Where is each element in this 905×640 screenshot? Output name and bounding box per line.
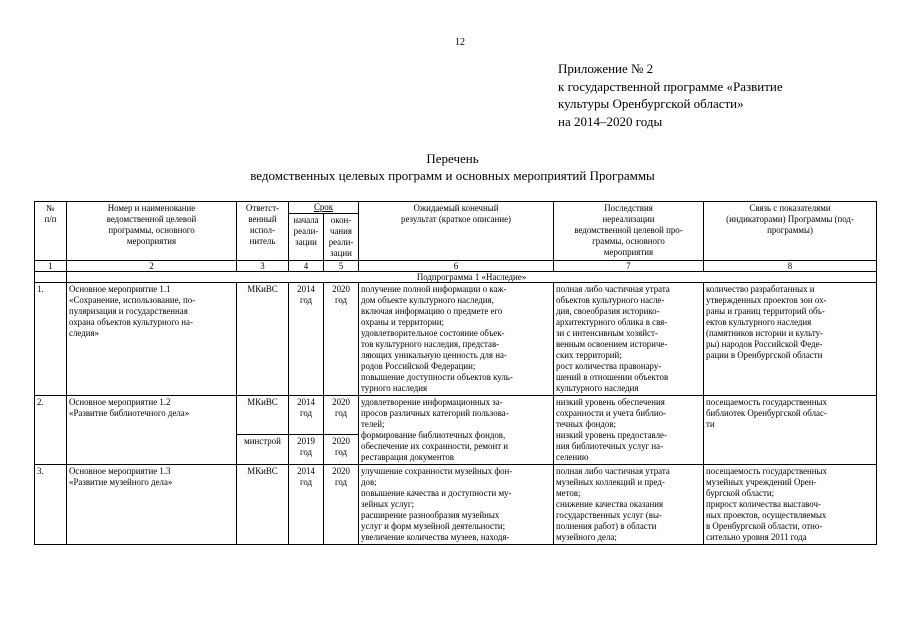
cell-line: реали- <box>328 237 354 247</box>
cell-line: мероприятия <box>126 236 177 246</box>
cell-line: ры) народов Российской Феде- <box>706 339 823 349</box>
row-name <box>67 396 237 465</box>
cell-line: рации в Оренбургской области <box>706 350 823 360</box>
cell-line: музейных коллекций и пред- <box>556 477 665 487</box>
cell-line: телей; <box>361 419 385 429</box>
cell-line: услуг и форм музейной деятельности; <box>361 521 506 531</box>
subprogram-title: Подпрограмма 1 «Наследие» <box>67 272 877 283</box>
cell-line: рост количества правонару- <box>556 361 662 371</box>
appendix-line: к государственной программе «Развитие <box>558 78 783 94</box>
cell-line: 2014 <box>297 397 315 407</box>
cell-line: венным освоением историче- <box>556 339 668 349</box>
appendix-header <box>558 60 783 130</box>
cell-line: государственных услуг (вы- <box>556 510 662 520</box>
cell-line: охрана объектов культурного на- <box>69 317 193 327</box>
row-name <box>67 465 237 545</box>
cell-line: улучшение сохранности музейных фон- <box>361 466 513 476</box>
header-num <box>35 202 67 261</box>
row-responsible: МКиВС <box>237 396 289 435</box>
cell-line: удовлетворение информационных за- <box>361 397 503 407</box>
cell-line: окон- <box>330 215 352 225</box>
subprogram-row <box>35 272 877 283</box>
cell-line: ти <box>706 419 715 429</box>
column-number: 2 <box>67 261 237 272</box>
cell-line: «Развитие музейного дела» <box>69 477 173 487</box>
row-start <box>289 283 324 396</box>
cell-line: библиотек Оренбургской облас- <box>706 408 827 418</box>
cell-line: полная либо частичная утрата <box>556 466 670 476</box>
cell-line: утвержденных проектов зон ох- <box>706 295 827 305</box>
row-responsible: МКиВС <box>237 465 289 545</box>
cell-line: сительно уровня 2011 года <box>706 532 807 542</box>
cell-line: музейных учреждений Орен- <box>706 477 817 487</box>
row-end <box>324 283 359 396</box>
table-row <box>35 465 877 545</box>
cell-line: культурного наследия <box>556 383 639 393</box>
cell-line: мероприятия <box>603 247 654 257</box>
header-link <box>704 202 877 261</box>
column-number: 8 <box>704 261 877 272</box>
cell-line: Основное мероприятие 1.1 <box>69 284 171 294</box>
cell-line: повышение доступности объектов куль- <box>361 372 513 382</box>
cell-line: год <box>334 408 348 418</box>
header-row <box>35 202 877 214</box>
cell-line: 2019 <box>297 436 315 446</box>
cell-line: повышение качества и доступности му- <box>361 488 512 498</box>
subprogram-blank <box>35 272 67 283</box>
row-result <box>359 465 554 545</box>
cell-line: зейных услуг; <box>361 499 414 509</box>
row-link <box>704 283 877 396</box>
cell-line: включая информацию о предмете его <box>361 306 503 316</box>
title-line: ведомственных целевых программ и основных мероприятий Программы <box>250 167 655 183</box>
cell-line: (индикаторами) Программы (под- <box>726 214 854 224</box>
cell-line: музейного дела; <box>556 532 617 542</box>
column-numbers-row <box>35 261 877 272</box>
cell-line: Ожидаемый конечный <box>413 203 499 213</box>
cell-line: Последствия <box>604 203 653 213</box>
row-number: 1. <box>35 283 67 396</box>
column-number: 1 <box>35 261 67 272</box>
cell-line: архитектурного облика в свя- <box>556 317 668 327</box>
cell-line: реали- <box>293 226 319 236</box>
cell-line: год <box>334 447 348 457</box>
cell-line: зации <box>330 248 352 258</box>
row-result <box>359 396 554 465</box>
programs-table <box>34 201 877 545</box>
cell-line: 2014 <box>297 466 315 476</box>
cell-line: зации <box>295 237 317 247</box>
cell-line: пуляризация и государственная <box>69 306 188 316</box>
cell-line: турного наследия <box>361 383 428 393</box>
cell-line: ния библиотечных услуг на- <box>556 441 664 451</box>
cell-line: Основное мероприятие 1.3 <box>69 466 171 476</box>
row-link <box>704 465 877 545</box>
cell-line: 2020 <box>332 284 350 294</box>
cell-line: охраны и территории; <box>361 317 444 327</box>
cell-line: полнения работ) в области <box>556 521 657 531</box>
cell-line: посещаемость государственных <box>706 466 827 476</box>
table-row <box>35 283 877 396</box>
cell-line: удовлетворительное состояние объек- <box>361 328 505 338</box>
cell-line: снижение качества оказания <box>556 499 664 509</box>
cell-line: увеличение количества музеев, находя- <box>361 532 510 542</box>
header-term: Срок <box>289 202 359 214</box>
header-end <box>324 214 359 261</box>
cell-line: Номер и наименование <box>107 203 196 213</box>
cell-line: ских территорий; <box>556 350 622 360</box>
cell-line: нитель <box>249 236 276 246</box>
cell-line: венный <box>248 214 277 224</box>
row-end-2 <box>324 435 359 465</box>
cell-line: ведомственной целевой про- <box>574 225 683 235</box>
cell-line: полная либо частичная утрата <box>556 284 670 294</box>
row-consequences <box>554 465 704 545</box>
row-responsible: МКиВС <box>237 283 289 396</box>
cell-line: начала <box>293 215 319 225</box>
cell-line: метов; <box>556 488 581 498</box>
cell-line: год <box>299 477 313 487</box>
cell-line: программы, основного <box>108 225 195 235</box>
column-number: 5 <box>324 261 359 272</box>
cell-line: чания <box>330 226 352 236</box>
cell-line: год <box>299 447 313 457</box>
cell-line: формирование библиотечных фондов, <box>361 430 506 440</box>
cell-line: тов культурного наследия, представ- <box>361 339 500 349</box>
appendix-line: на 2014–2020 годы <box>558 113 663 129</box>
row-end <box>324 465 359 545</box>
cell-line: дия, своеобразия историко- <box>556 306 660 316</box>
table-row <box>35 396 877 435</box>
cell-line: год <box>299 295 313 305</box>
cell-line: ведомственной целевой <box>106 214 197 224</box>
cell-line: течных фондов; <box>556 419 616 429</box>
cell-line: ных проектов, осуществляемых <box>706 510 827 520</box>
cell-line: в Оренбургской области, отно- <box>706 521 823 531</box>
column-number: 4 <box>289 261 324 272</box>
cell-line: Основное мероприятие 1.2 <box>69 397 171 407</box>
cell-line: 2020 <box>332 397 350 407</box>
cell-line: сохранности и учета библио- <box>556 408 667 418</box>
cell-line: реставрация документов <box>361 452 454 462</box>
cell-line: прирост количества выставоч- <box>706 499 821 509</box>
column-number: 6 <box>359 261 554 272</box>
row-name <box>67 283 237 396</box>
row-link <box>704 396 877 465</box>
cell-line: дом объекте культурного наследия, <box>361 295 494 305</box>
cell-line: просов различных категорий пользова- <box>361 408 509 418</box>
cell-line: нереализации <box>602 214 655 224</box>
cell-line: обеспечение их сохранности, ремонт и <box>361 441 509 451</box>
cell-line: количество разработанных и <box>706 284 815 294</box>
appendix-line: культуры Оренбургской области» <box>558 96 744 111</box>
cell-line: раны и границ территорий объ- <box>706 306 825 316</box>
cell-line: посещаемость государственных <box>706 397 827 407</box>
row-end <box>324 396 359 435</box>
cell-line: «Развитие библиотечного дела» <box>69 408 190 418</box>
row-number: 2. <box>35 396 67 465</box>
cell-line: шений в отношении объектов <box>556 372 669 382</box>
cell-line: год <box>299 408 313 418</box>
cell-line: получение полной информации о каж- <box>361 284 507 294</box>
cell-line: 2020 <box>332 436 350 446</box>
cell-line: год <box>334 295 348 305</box>
header-result <box>359 202 554 261</box>
cell-line: Ответст- <box>245 203 280 213</box>
page-number: 12 <box>455 37 465 48</box>
cell-line: результат (краткое описание) <box>401 214 511 224</box>
cell-line: «Сохранение, использование, по- <box>69 295 196 305</box>
row-start <box>289 396 324 435</box>
cell-line: объектов культурного насле- <box>556 295 665 305</box>
cell-line: следия» <box>69 328 99 338</box>
cell-line: ектов культурного наследия <box>706 317 812 327</box>
cell-line: испол- <box>249 225 276 235</box>
row-consequences <box>554 283 704 396</box>
row-consequences <box>554 396 704 465</box>
cell-line: ляющих уникальную ценность для на- <box>361 350 507 360</box>
cell-line: бургской области; <box>706 488 775 498</box>
cell-line: программы) <box>767 225 813 235</box>
cell-line: низкий уровень предоставле- <box>556 430 667 440</box>
row-start <box>289 465 324 545</box>
cell-line: Связь с показателями <box>749 203 831 213</box>
appendix-line: Приложение № 2 <box>558 61 654 76</box>
column-number: 3 <box>237 261 289 272</box>
cell-line: низкий уровень обеспечения <box>556 397 665 407</box>
cell-line: 2014 <box>297 284 315 294</box>
document-title <box>0 151 905 184</box>
column-number: 7 <box>554 261 704 272</box>
row-number: 3. <box>35 465 67 545</box>
cell-line: граммы, основного <box>592 236 665 246</box>
cell-line: дов; <box>361 477 377 487</box>
cell-line: расширение разнообразия музейных <box>361 510 500 520</box>
cell-line: п/п <box>44 214 57 224</box>
cell-line: (памятников истории и культу- <box>706 328 823 338</box>
cell-line: зи с интенсивным хозяйст- <box>556 328 658 338</box>
header-responsible <box>237 202 289 261</box>
cell-line: родов Российской Федерации; <box>361 361 476 371</box>
row-result <box>359 283 554 396</box>
header-name <box>67 202 237 261</box>
header-consequences <box>554 202 704 261</box>
cell-line: селению <box>556 452 589 462</box>
row-start-2 <box>289 435 324 465</box>
header-start <box>289 214 324 261</box>
row-responsible-2: минстрой <box>237 435 289 465</box>
cell-line: год <box>334 477 348 487</box>
cell-line: 2020 <box>332 466 350 476</box>
title-line: Перечень <box>426 151 479 166</box>
cell-line: № <box>46 203 55 213</box>
